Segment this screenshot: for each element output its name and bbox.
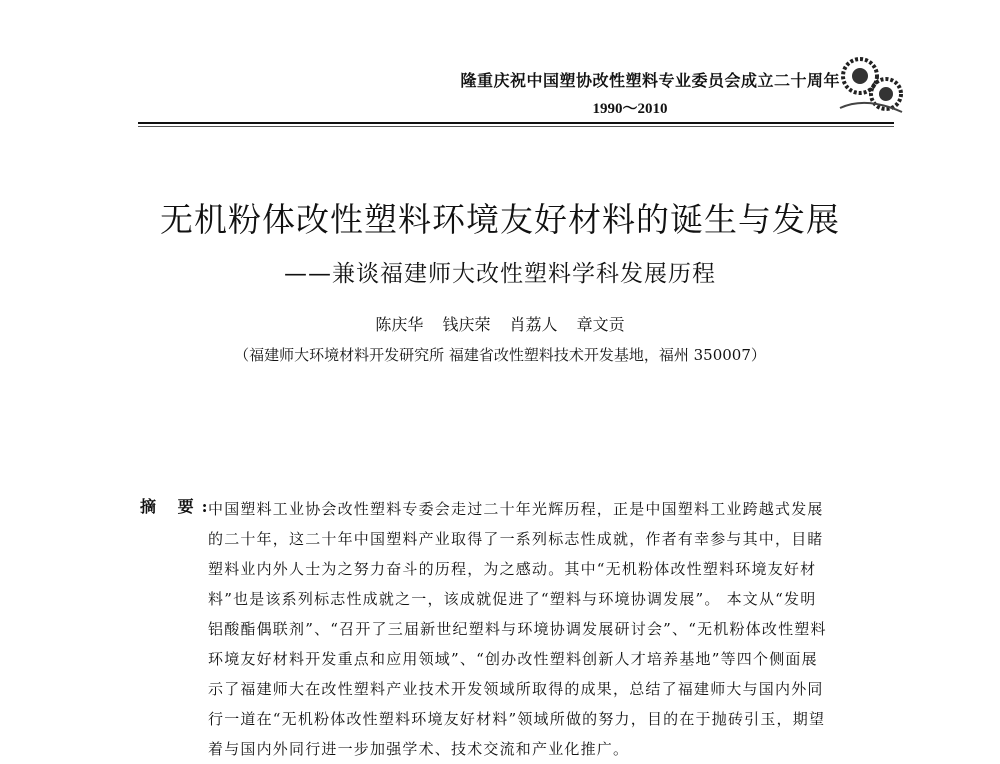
header-rule-thin	[138, 126, 894, 127]
running-header-years: 1990～2010	[592, 101, 668, 117]
abstract-line: 铝酸酯偶联剂”、“召开了三届新世纪塑料与环境协调发展研讨会”、“无机粉体改性塑料	[208, 620, 827, 638]
abstract-body	[208, 494, 888, 764]
article-title: 无机粉体改性塑料环境友好材料的诞生与发展	[160, 200, 840, 239]
abstract-line: 塑料业内外人士为之努力奋斗的历程，为之感动。其中“无机粉体改性塑料环境友好材	[208, 560, 817, 578]
abstract-line: 的二十年，这二十年中国塑料产业取得了一系列标志性成就，作者有幸参与其中，目睹	[208, 530, 824, 548]
abstract-line: 着与国内外同行进一步加强学术、技术交流和产业化推广。	[208, 740, 630, 758]
emblem-swoosh	[840, 103, 902, 112]
article-authors: 陈庆华 钱庆荣 肖荔人 章文贡	[375, 315, 625, 334]
abstract-line: 示了福建师大在改性塑料产业技术开发领域所取得的成果，总结了福建师大与国内外同	[208, 680, 824, 698]
abstract-line: 中国塑料工业协会改性塑料专委会走过二十年光辉历程，正是中国塑料工业跨越式发展	[208, 500, 824, 518]
anniversary-emblem-icon	[836, 52, 906, 122]
emblem-center-right	[879, 87, 893, 101]
abstract-line: 行一道在“无机粉体改性塑料环境友好材料”领域所做的努力，目的在于抛砖引玉，期望	[208, 710, 826, 728]
abstract-line: 环境友好材料开发重点和应用领域”、“创办改性塑料创新人才培养基地”等四个侧面展	[208, 650, 818, 668]
abstract-label: 摘 要:	[140, 497, 216, 516]
header-rule	[138, 122, 894, 124]
article-affiliation: （福建师大环境材料开发研究所 福建省改性塑料技术开发基地，福州 350007）	[234, 346, 766, 364]
emblem-center-left	[852, 68, 868, 84]
abstract-line: 料”也是该系列标志性成就之一，该成就促进了“塑料与环境协调发展”。 本文从“发明	[208, 590, 817, 608]
running-header-title: 隆重庆祝中国塑协改性塑料专业委员会成立二十周年	[460, 71, 840, 90]
article-subtitle: ——兼谈福建师大改性塑料学科发展历程	[284, 261, 716, 287]
